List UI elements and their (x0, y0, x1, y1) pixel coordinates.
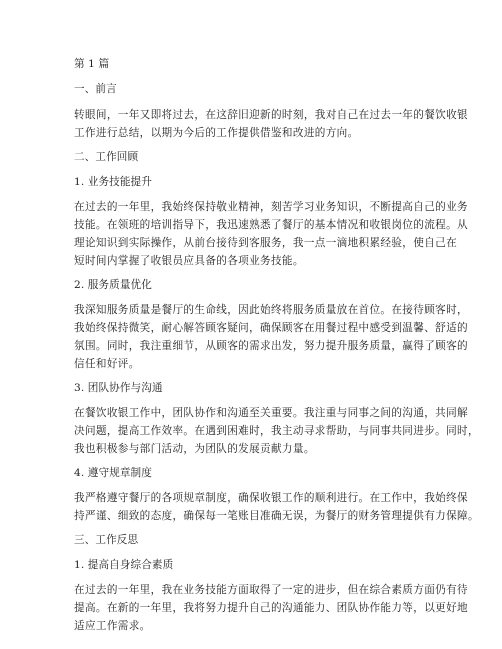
paragraph-line: 决问题，提高工作效率。在遇到困难时，我主动寻求帮助，与同事共同进步。同时， (74, 425, 479, 437)
paragraph-line: 在过去的一年里，我始终保持敬业精神，刻苦学习业务知识，不断提高自己的业务 (74, 201, 468, 213)
subheading-skills: 1. 业务技能提升 (74, 176, 152, 188)
paragraph-line: 我深知服务质量是餐厅的生命线，因此始终将服务质量放在首位。在接待顾客时， (74, 304, 468, 316)
paragraph-line: 技能。在领班的培训指导下，我迅速熟悉了餐厅的基本情况和收银岗位的流程。从 (74, 219, 468, 231)
paragraph-line: 信任和好评。 (74, 358, 140, 370)
paragraph-line: 理论知识到实际操作，从前台接待到客服务，我一点一滴地积累经验，使自己在 (74, 237, 458, 249)
paragraph-line: 转眼间，一年又即将过去，在这辞旧迎新的时刻，我对自己在过去一年的餐饮收银 (74, 109, 468, 121)
subheading-service: 2. 服务质量优化 (74, 279, 152, 291)
section-heading-reflection: 三、工作反思 (74, 534, 139, 546)
paragraph-line: 我严格遵守餐厅的各项规章制度，确保收银工作的顺利进行。在工作中，我始终保 (74, 492, 468, 504)
subheading-rules: 4. 遵守规章制度 (74, 467, 152, 479)
teamwork-paragraph (74, 404, 479, 458)
service-paragraph (74, 301, 468, 373)
preface-paragraph (74, 106, 468, 142)
paragraph-line: 在餐饮收银工作中，团队协作和沟通至关重要。我注重与同事之间的沟通，共同解 (74, 407, 468, 419)
paragraph-line: 氛围。同时，我注重细节，从顾客的需求出发，努力提升服务质量，赢得了顾客的 (74, 340, 468, 352)
paragraph-line: 持严谨、细致的态度，确保每一笔账目准确无误，为餐厅的财务管理提供有力保障。 (74, 510, 479, 522)
skills-paragraph (74, 198, 468, 270)
paragraph-line: 适应工作需求。 (74, 620, 151, 632)
quality-paragraph (74, 581, 468, 635)
paragraph-line: 我始终保持微笑，耐心解答顾客疑问，确保顾客在用餐过程中感受到温馨、舒适的 (74, 322, 468, 334)
paragraph-line: 我也积极参与部门活动，为团队的发展贡献力量。 (74, 443, 315, 455)
paragraph-line: 在过去的一年里，我在业务技能方面取得了一定的进步，但在综合素质方面仍有待 (74, 584, 468, 596)
paragraph-line: 短时间内掌握了收银员应具备的各项业务技能。 (74, 255, 304, 267)
section-heading-preface: 一、前言 (74, 83, 117, 95)
section-heading-review: 二、工作回顾 (74, 151, 139, 163)
paragraph-line: 工作进行总结，以期为今后的工作提供借鉴和改进的方向。 (74, 127, 359, 139)
subheading-quality: 1. 提高自身综合素质 (74, 559, 174, 571)
rules-paragraph (74, 489, 479, 525)
subheading-teamwork: 3. 团队协作与沟通 (74, 382, 163, 394)
paragraph-line: 提高。在新的一年里，我将努力提升自己的沟通能力、团队协作能力等，以更好地 (74, 602, 468, 614)
chapter-label: 第 1 篇 (74, 58, 110, 70)
